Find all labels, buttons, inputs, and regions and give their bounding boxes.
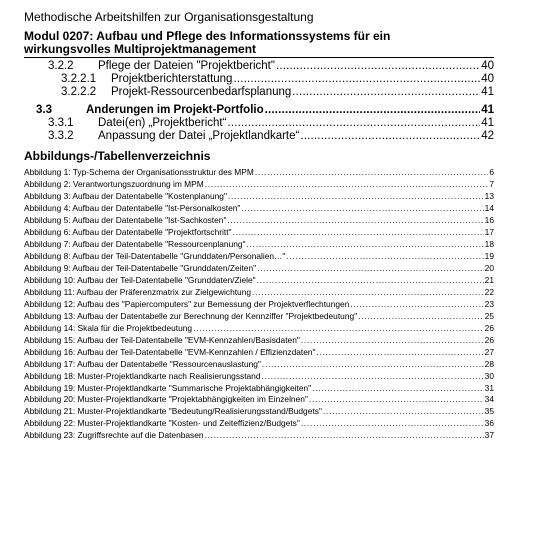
toc-entry-page: 41 xyxy=(481,85,494,98)
figure-entry-page: 30 xyxy=(484,370,494,381)
dot-leader xyxy=(317,347,484,359)
toc-entry-number: 3.2.2.1 xyxy=(61,72,97,85)
figure-entry[interactable] xyxy=(24,359,494,371)
dot-leader xyxy=(241,203,483,215)
figure-entry-label: Abbildung 10: Aufbau der Teil-Datentabelle "Grunddaten/Ziele" xyxy=(24,274,256,285)
dot-leader xyxy=(286,251,483,263)
module-title-line-2: wirkungsvolles Multiprojektmanagement xyxy=(24,42,257,56)
figure-entry-page: 27 xyxy=(484,346,494,357)
figure-entry[interactable] xyxy=(24,191,494,203)
figure-entry-label: Abbildung 15: Aufbau der Teil-Datentabelle "EVM-Kennzahlen/Basisdaten" xyxy=(24,334,300,345)
module-title-line-1: Modul 0207: Aufbau und Pflege des Informationssystems für ein xyxy=(24,29,391,43)
dot-leader xyxy=(193,323,484,335)
toc-entry-title: Pflege der Dateien "Projektbericht" xyxy=(98,60,275,72)
figure-entry-label: Abbildung 2: Verantwortungszuordnung im MPM xyxy=(24,178,204,189)
toc-entry-title: Anpassung der Datei „Projektlandkarte“ xyxy=(98,129,300,142)
figure-entry-label: Abbildung 6: Aufbau der Datentabelle "Projektfortschritt" xyxy=(24,226,232,237)
dot-leader xyxy=(205,430,484,442)
toc-entry-title: Datei(en) „Projektbericht“ xyxy=(98,117,227,130)
dot-leader xyxy=(257,275,484,287)
figure-entry-label: Abbildung 4: Aufbau der Datentabelle "Ist-Personalkosten" xyxy=(24,202,241,213)
figure-entry-page: 17 xyxy=(484,226,494,237)
figure-entry-label: Abbildung 14: Skala für die Projektbedeutung xyxy=(24,322,193,333)
toc-entry-number: 3.3 xyxy=(36,104,52,117)
figure-entry[interactable] xyxy=(24,215,494,227)
figure-entry-label: Abbildung 9: Aufbau der Teil-Datentabelle "Grunddaten/Zeiten" xyxy=(24,262,257,273)
dot-leader xyxy=(301,335,484,347)
table-of-contents xyxy=(24,60,494,143)
figure-entry[interactable] xyxy=(24,275,494,287)
toc-entry-number: 3.2.2 xyxy=(48,60,74,72)
figure-entry-label: Abbildung 21: Muster-Projektlandkarte "Bedeutung/Realisierungsstand/Budgets" xyxy=(24,406,322,417)
document-page xyxy=(24,10,494,442)
figure-entry-page: 22 xyxy=(484,286,494,297)
figure-list xyxy=(24,167,494,443)
figure-entry-label: Abbildung 16: Aufbau der Teil-Datentabelle "EVM-Kennzahlen / Effizienzdaten" xyxy=(24,346,316,357)
dot-leader xyxy=(265,104,481,117)
dot-leader xyxy=(233,227,484,239)
figure-entry[interactable] xyxy=(24,167,494,179)
figure-entry[interactable] xyxy=(24,179,494,191)
dot-leader xyxy=(301,418,484,430)
figure-entry[interactable] xyxy=(24,299,494,311)
figure-entry[interactable] xyxy=(24,335,494,347)
figure-entry-page: 19 xyxy=(484,250,494,261)
figure-entry[interactable] xyxy=(24,227,494,239)
figure-entry-label: Abbildung 11: Aufbau der Präferenzmatrix zur Zielgewichtung xyxy=(24,286,252,297)
dot-leader xyxy=(252,287,484,299)
figure-entry-page: 26 xyxy=(484,334,494,345)
toc-entry[interactable] xyxy=(24,104,494,117)
figure-entry-page: 16 xyxy=(484,214,494,225)
figure-entry-page: 23 xyxy=(484,298,494,309)
toc-entry-title: Projektberichterstattung xyxy=(111,72,233,85)
toc-entry-title: Projekt-Ressourcenbedarfsplanung xyxy=(111,85,292,98)
figure-entry-page: 36 xyxy=(484,418,494,429)
figure-entry-label: Abbildung 8: Aufbau der Teil-Datentabelle "Grunddaten/Personalien…" xyxy=(24,250,286,261)
figure-entry-page: 28 xyxy=(484,358,494,369)
dot-leader xyxy=(257,263,484,275)
toc-entry[interactable] xyxy=(24,130,494,143)
figure-entry-label: Abbildung 5: Aufbau der Datentabelle "Ist-Sachkosten" xyxy=(24,214,227,225)
dot-leader xyxy=(227,117,480,130)
figure-entry-label: Abbildung 23: Zugriffsrechte auf die Datenbasen xyxy=(24,430,204,441)
figure-entry-page: 35 xyxy=(484,406,494,417)
figure-entry[interactable] xyxy=(24,251,494,263)
figure-entry-page: 14 xyxy=(484,202,494,213)
dot-leader xyxy=(262,359,484,371)
toc-entry-page: 42 xyxy=(481,129,494,142)
figure-entry[interactable] xyxy=(24,347,494,359)
figure-entry-page: 20 xyxy=(484,262,494,273)
toc-entry-page: 41 xyxy=(481,117,494,130)
figure-entry-label: Abbildung 20: Muster-Projektlandkarte "Projektabhängigkeiten im Einzelnen" xyxy=(24,394,308,405)
figure-entry-label: Abbildung 22: Muster-Projektlandkarte "Kosten- und Zeiteffizienz/Budgets" xyxy=(24,418,300,429)
module-title xyxy=(24,30,494,58)
dot-leader xyxy=(312,383,484,395)
toc-entry-number: 3.3.1 xyxy=(48,117,74,130)
figure-entry-label: Abbildung 1: Typ-Schema der Organisationsstruktur des MPM xyxy=(24,166,254,177)
figure-entry-label: Abbildung 17: Aufbau der Datentabelle "Ressourcenauslastung" xyxy=(24,358,261,369)
figure-entry[interactable] xyxy=(24,239,494,251)
figure-entry-label: Abbildung 18: Muster-Projektlandkarte nach Realisierungsstand xyxy=(24,370,261,381)
figure-entry-page: 18 xyxy=(484,238,494,249)
figure-entry[interactable] xyxy=(24,430,494,442)
dot-leader xyxy=(262,371,484,383)
figure-entry-page: 25 xyxy=(484,310,494,321)
figure-entry-page: 6 xyxy=(489,166,494,177)
toc-entry[interactable] xyxy=(24,86,494,99)
toc-entry-title: Änderungen im Projekt-Portfolio xyxy=(86,104,264,117)
dot-leader xyxy=(358,311,484,323)
toc-entry[interactable] xyxy=(24,117,494,130)
toc-entry-page: 40 xyxy=(481,72,494,85)
figure-entry-label: Abbildung 3: Aufbau der Datentabelle "Kostenplanung" xyxy=(24,190,227,201)
figure-entry-page: 21 xyxy=(484,274,494,285)
dot-leader xyxy=(309,394,484,406)
dot-leader xyxy=(205,179,489,191)
toc-entry-number: 3.3.2 xyxy=(48,129,74,142)
figure-entry[interactable] xyxy=(24,418,494,430)
figure-entry[interactable] xyxy=(24,406,494,418)
figure-entry[interactable] xyxy=(24,311,494,323)
figure-entry-label: Abbildung 12: Aufbau des "Papiercomputers" zur Bemessung der Projektverflechtungen xyxy=(24,298,350,309)
dot-leader xyxy=(292,86,480,99)
toc-entry-number: 3.2.2.2 xyxy=(61,85,97,98)
toc-entry-page: 40 xyxy=(481,60,494,72)
figure-entry[interactable] xyxy=(24,383,494,395)
figure-entry-label: Abbildung 7: Aufbau der Datentabelle "Ressourcenplanung" xyxy=(24,238,246,249)
dot-leader xyxy=(227,215,483,227)
figure-entry[interactable] xyxy=(24,203,494,215)
dot-leader xyxy=(228,191,484,203)
dot-leader xyxy=(255,167,489,179)
figure-entry[interactable] xyxy=(24,323,494,335)
figure-entry-page: 37 xyxy=(484,430,494,441)
figure-entry-page: 34 xyxy=(484,394,494,405)
figure-entry[interactable] xyxy=(24,394,494,406)
figure-entry-page: 26 xyxy=(484,322,494,333)
figure-entry[interactable] xyxy=(24,263,494,275)
toc-entry[interactable] xyxy=(24,73,494,86)
toc-entry-page: 41 xyxy=(481,104,494,117)
dot-leader xyxy=(350,299,483,311)
dot-leader xyxy=(247,239,484,251)
dot-leader xyxy=(276,60,480,73)
running-header: Methodische Arbeitshilfen zur Organisationsgestaltung xyxy=(24,10,314,24)
dot-leader xyxy=(233,73,480,86)
figures-heading: Abbildungs-/Tabellenverzeichnis xyxy=(24,148,211,163)
figure-entry[interactable] xyxy=(24,287,494,299)
dot-leader xyxy=(323,406,484,418)
figure-entry-label: Abbildung 13: Aufbau der Datentabelle zur Berechnung der Kennziffer "Projektbedeutung" xyxy=(24,310,358,321)
figure-entry-page: 7 xyxy=(489,178,494,189)
toc-entry[interactable] xyxy=(24,60,494,73)
figure-entry-page: 31 xyxy=(484,382,494,393)
figure-entry-label: Abbildung 19: Muster-Projektlandkarte "Summarische Projektabhängigkeiten" xyxy=(24,382,312,393)
figure-entry[interactable] xyxy=(24,371,494,383)
dot-leader xyxy=(300,130,480,143)
figure-entry-page: 13 xyxy=(484,190,494,201)
